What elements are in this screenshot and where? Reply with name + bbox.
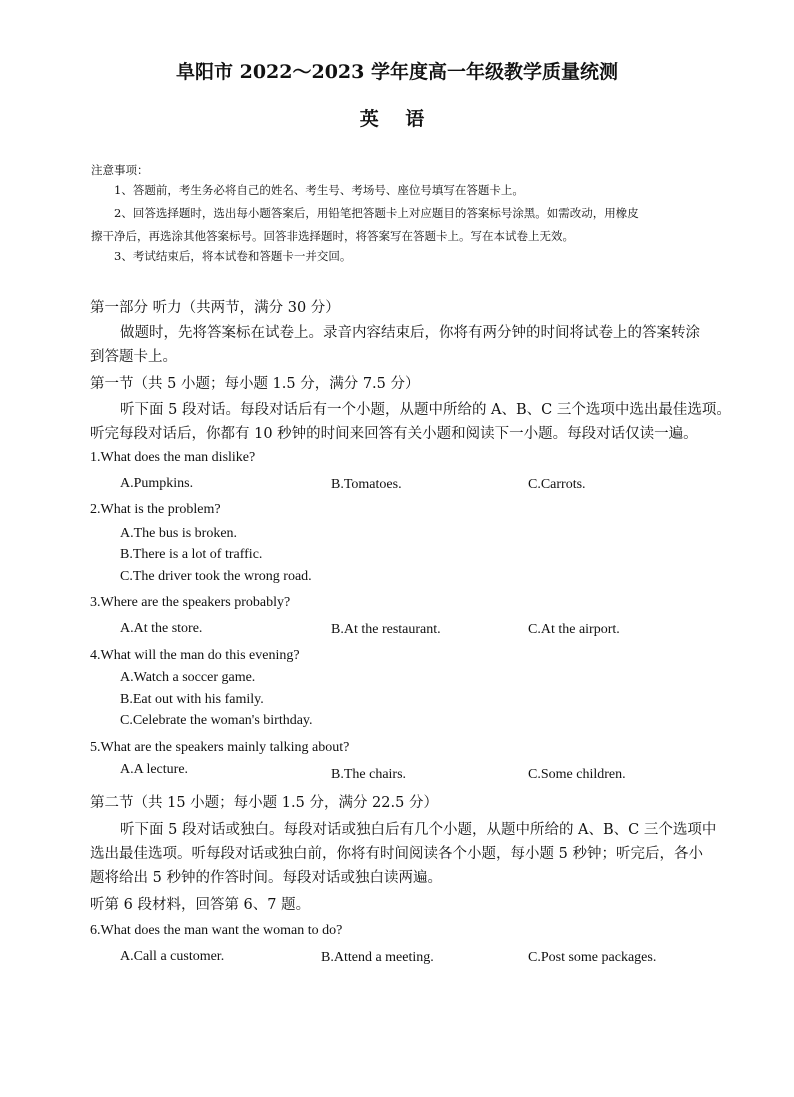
section2-heading: 第二节（共 15 小题；每小题 1.5 分，满分 22.5 分）: [90, 795, 438, 811]
question-1-option-c: C.Carrots.: [528, 477, 586, 492]
question-6-option-c: C.Post some packages.: [528, 950, 657, 965]
question-4-option-a: A.Watch a soccer game.: [120, 670, 256, 685]
question-3-stem: 3.Where are the speakers probably?: [90, 595, 291, 610]
part1-heading: 第一部分 听力（共两节，满分 30 分）: [90, 300, 340, 316]
question-1-stem: 1.What does the man dislike?: [90, 450, 256, 465]
question-2-option-c: C.The driver took the wrong road.: [120, 569, 312, 584]
question-5-option-a: A.A lecture.: [120, 762, 189, 777]
question-5-stem: 5.What are the speakers mainly talking about?: [90, 740, 350, 755]
question-2-option-a: A.The bus is broken.: [120, 526, 238, 541]
question-2-stem: 2.What is the problem?: [90, 502, 221, 517]
part1-intro-line1: 做题时，先将答案标在试卷上。录音内容结束后，你将有两分钟的时间将试卷上的答案转涂: [120, 325, 700, 341]
part1-intro-line2: 到答题卡上。: [90, 349, 177, 365]
question-1-option-a: A.Pumpkins.: [120, 476, 194, 491]
material-6-instruction: 听第 6 段材料，回答第 6、7 题。: [90, 897, 311, 913]
question-1-option-b: B.Tomatoes.: [331, 477, 402, 492]
section2-intro-line3: 题将给出 5 秒钟的作答时间。每段对话或独白读两遍。: [90, 870, 442, 886]
note-item-2-cont: 擦干净后，再选涂其他答案标号。回答非选择题时，将答案写在答题卡上。写在本试卷上无效。: [91, 229, 574, 243]
notes-heading: 注意事项：: [91, 163, 149, 177]
note-item-2: 2、回答选择题时，选出每小题答案后，用铅笔把答题卡上对应题目的答案标号涂黑。如需改动，用橡皮: [114, 206, 639, 220]
question-3-option-b: B.At the restaurant.: [331, 622, 441, 637]
page-title: 阜阳市 2022～2023 学年度高一年级教学质量统测: [176, 61, 618, 83]
question-4-option-c: C.Celebrate the woman's birthday.: [120, 713, 313, 728]
note-item-3: 3、考试结束后，将本试卷和答题卡一并交回。: [114, 249, 352, 263]
question-4-stem: 4.What will the man do this evening?: [90, 648, 300, 663]
note-item-1: 1、答题前，考生务必将自己的姓名、考生号、考场号、座位号填写在答题卡上。: [114, 183, 524, 197]
question-5-option-b: B.The chairs.: [331, 767, 407, 782]
question-3-option-a: A.At the store.: [120, 621, 203, 636]
question-6-stem: 6.What does the man want the woman to do?: [90, 923, 343, 938]
question-5-option-c: C.Some children.: [528, 767, 626, 782]
question-2-option-b: B.There is a lot of traffic.: [120, 547, 263, 562]
section1-intro-line1: 听下面 5 段对话。每段对话后有一个小题，从题中所给的 A、B、C 三个选项中选出最佳选项。: [120, 402, 731, 418]
subject-title: 英 语: [359, 108, 435, 130]
question-3-option-c: C.At the airport.: [528, 622, 620, 637]
section1-heading: 第一节（共 5 小题；每小题 1.5 分，满分 7.5 分）: [90, 376, 420, 392]
section2-intro-line1: 听下面 5 段对话或独白。每段对话或独白后有几个小题，从题中所给的 A、B、C 三个选项中: [120, 822, 717, 838]
question-6-option-a: A.Call a customer.: [120, 949, 225, 964]
question-4-option-b: B.Eat out with his family.: [120, 692, 264, 707]
section2-intro-line2: 选出最佳选项。听每段对话或独白前，你将有时间阅读各个小题，每小题 5 秒钟；听完后，各小: [90, 846, 703, 862]
question-6-option-b: B.Attend a meeting.: [321, 950, 434, 965]
section1-intro-line2: 听完每段对话后，你都有 10 秒钟的时间来回答有关小题和阅读下一小题。每段对话仅读一遍。: [90, 426, 698, 442]
